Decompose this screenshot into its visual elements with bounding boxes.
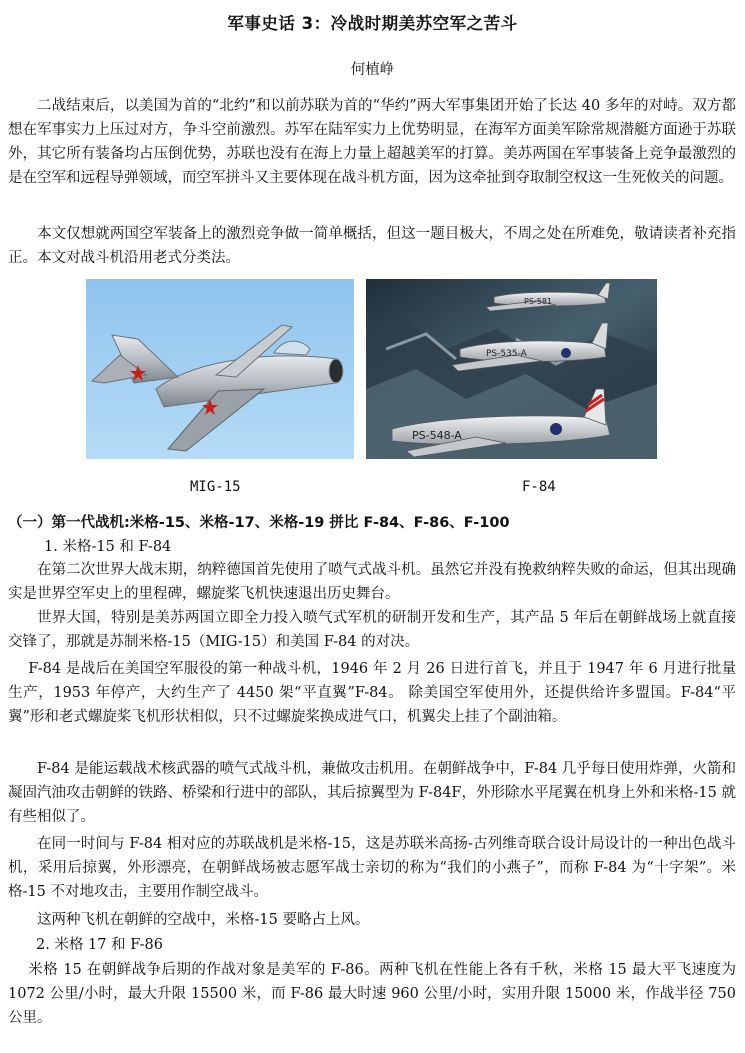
intro-paragraph-2: 本文仅想就两国空军装备上的激烈竞争做一简单概括，但这一题目极大，不周之处在所难免，敬请读者补充指正。本文对战斗机沿用老式分类法。: [8, 226, 736, 266]
body-paragraph-7: 米格 15 在朝鲜战争后期的作战对象是美军的 F-86。两种飞机在性能上各有千秋，米格 15 最大平飞速度为 1072 公里/小时，最大升限 15500 米，而 F-86 最大时速 960 公里/小时，实用升限 15000 米，作战半径 750 公里。: [8, 962, 736, 1026]
f84-illustration: [366, 279, 657, 459]
f84-marking-1: PS-581: [524, 297, 553, 306]
article-title: 军事史话 3：冷战时期美苏空军之苦斗: [227, 14, 518, 33]
f84-caption: F-84: [522, 479, 556, 495]
body-paragraph-5: 在同一时间与 F-84 相对应的苏联战机是米格-15，这是苏联米高扬-古列维奇联合设计局设计的一种出色战斗机，采用后掠翼，外形漂亮，在朝鲜战场被志愿军战士亲切的称为“我们的小燕子”，而称 F-84 为“十字架”。米格-15 不对地攻击，主要用作制空战斗。: [8, 836, 736, 900]
section-heading: （一）第一代战机:米格-15、米格-17、米格-19 拼比 F-84、F-86、F-100: [8, 515, 510, 531]
mig15-photo: [86, 279, 354, 459]
author-name: 何植峥: [350, 62, 395, 78]
subheading-2: 2. 米格 17 和 F-86: [36, 937, 163, 953]
body-paragraph-1: 在第二次世界大战末期，纳粹德国首先使用了喷气式战斗机。虽然它并没有挽救纳粹失败的命运，但其出现确实是世界空军史上的里程碑，螺旋桨飞机快速退出历史舞台。: [8, 562, 736, 602]
mig15-caption: MIG-15: [190, 479, 241, 495]
f84-photo: [366, 279, 657, 459]
subheading-1: 1. 米格-15 和 F-84: [44, 539, 172, 555]
f84-marking-2: PS-535-A: [486, 349, 527, 359]
intro-paragraph-1: 二战结束后，以美国为首的“北约”和以前苏联为首的“华约”两大军事集团开始了长达 40 多年的对峙。双方都想在军事实力上压过对方，争斗空前激烈。苏军在陆军实力上优势明显，在海军方面美军除常规潜艇方面逊于苏联外，其它所有装备均占压倒优势，苏联也没有在海上力量上超越美军的打算。美苏两国在军事装备上竞争最激烈的是在空军和远程导弹领域，而空军拼斗又主要体现在战斗机方面，因为这牵扯到夺取制空权这一生死攸关的问题。: [8, 98, 736, 186]
mig15-illustration: [86, 279, 354, 459]
body-paragraph-4: F-84 是能运载战术核武器的喷气式战斗机，兼做攻击机用。在朝鲜战争中，F-84 几乎每日使用炸弹，火箭和凝固汽油攻击朝鲜的铁路、桥梁和行进中的部队，其后掠翼型为 F-84F，外形除水平尾翼在机身上外和米格-15 就有些相似了。: [8, 761, 736, 825]
body-paragraph-2: 世界大国，特别是美苏两国立即全力投入喷气式军机的研制开发和生产，其产品 5 年后在朝鲜战场上就直接交锋了，那就是苏制米格-15（MIG-15）和美国 F-84 的对决。: [8, 610, 736, 650]
body-paragraph-3: F-84 是战后在美国空军服役的第一种战斗机，1946 年 2 月 26 日进行首飞，并且于 1947 年 6 月进行批量生产，1953 年停产，大约生产了 4450 架“平直翼”F-84。 除美国空军使用外，还提供给许多盟国。F-84“平翼”形和老式螺旋桨飞机形状相似，只不过螺旋桨换成进气口，机翼尖上挂了个副油箱。: [8, 661, 736, 725]
body-paragraph-6: 这两种飞机在朝鲜的空战中，米格-15 要略占上风。: [37, 912, 370, 928]
f84-marking-3: PS-548-A: [412, 429, 462, 442]
